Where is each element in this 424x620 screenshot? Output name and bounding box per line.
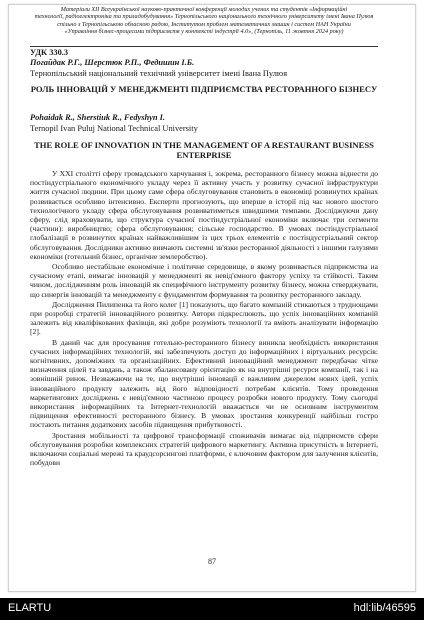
authors-ua: Погайдак Р.Г., Шерстюк Р.П., Федишин І.Б. <box>30 58 195 67</box>
conference-header <box>30 6 378 36</box>
header-line: спільно з Тернопільською обласною радою, Інститутом проблем математичних машин і систем НАН України <box>57 20 351 28</box>
repository-footer-bar <box>0 598 424 620</box>
header-line: технології, радіоелектроніка та приладобудування» Тернопільського національного технічного університету імені Івана Пулюя <box>34 13 374 21</box>
title-ua: РОЛЬ ІННОВАЦІЙ У МЕНЕДЖМЕНТІ ПІДПРИЄМСТВА РЕСТОРАННОГО БІЗНЕСУ <box>30 84 378 94</box>
body-paragraph: Зростання мобільності та цифрової трансформації споживачів вимагає від підприємств сфери обслуговування розробки комплексних стратегій цифрового маркетингу. Активна присутність в Інтернеті, включаючи соціальні мережі та краудсорсингові платформи, є ключовим фактором для залучення клієнтів, побудови <box>30 430 378 468</box>
body-paragraph: Дослідження Пилипенка та його колег [1] показують, що багато компаній стикаються з труднощами при розробці стратегій інноваційного розвитку. Автори підкреслюють, що успіх інноваційних компаній залежить від кваліфікованих фахівців, які добре розуміють технології та вміють аналізувати інформацію [2]. <box>30 299 378 337</box>
page-number: 87 <box>208 557 216 566</box>
repository-name: ELARTU <box>8 602 52 614</box>
udc-code: УДК 330.3 <box>30 48 69 57</box>
header-divider <box>30 46 378 47</box>
header-line: Матеріали XII Всеукраїнської науково-практичної конференції молодих учених та студентів «Інформаційні <box>60 6 348 13</box>
affiliation-en: Ternopil Ivan Puluj National Technical University <box>30 124 198 133</box>
body-paragraph: Особливо нестабільне економічне і політичне середовище, в якому розвивається підприємства на сучасному етапі, вимагає інновацій у менеджменті як невід'ємного фактору успіху та стійкості. Таким чином, дослідженням роль інновацій як специфічного інструменту розвитку бізнесу, можна стверджувати, що синергія інновацій та менеджменту є фундаментом формування та розвитку ресторанного закладу. <box>30 262 378 299</box>
article-body <box>30 169 378 469</box>
body-paragraph: У XXI столітті сферу громадського харчування і, зокрема, ресторанного бізнесу можна віднести до постіндустріального економічного укладу через її активну участь у розвитку сучасної інфраструктури життя сучасної людини. При цьому саме сфера обслуговування становить в економіці розвинутих країнах розвивається особливо інтенсивно. Експерти прогнозують, що вперше в історії під час нового шостого технологічного укладу сфера обслуговування розвиватиметься швидшими темпами. Досліджуючи дану сферу, слід враховувати, що структура сучасної постіндустріальної економіки включає три сегменти (частини): виробництво; сфера обслуговування; сільське господарство. В умовах постіндустріальної глобалізації в розвинутих країнах найважливішим із цих трьох елементів є постіндустріальний сектор обслуговування. Дослідники активно вивчають системні зв'язки ресторанної діяльності з іншими галузями економіки (готельний бізнес, органічне землеробство). <box>30 169 378 261</box>
title-en: THE ROLE OF INNOVATION IN THE MANAGEMENT OF A RESTAURANT BUSINESS ENTERPRISE <box>34 140 374 160</box>
affiliation-ua: Тернопільський національний технічний університет імені Івана Пулюя <box>30 69 288 78</box>
authors-en: Pohaidak R., Sherstiuk R., Fedyshyn I. <box>30 113 165 122</box>
handle-id: hdl:lib/46595 <box>353 602 416 614</box>
body-paragraph: В даний час для просування готельно-ресторанного бізнесу виникла необхідність використання сучасних інформаційних технологій, які забезпечують доступ до інформаційних і віртуальних ресурсів: когнітивних, допоміжних та організаційних. Ефективний інноваційний менеджмент передбачає чітке визначення цілей та завдань, а також збалансовану орієнтацію як на внутрішні ресурси компанії, так і на зовнішній ринок. Незважаючи на те, що внутрішні інновації є важливим джерелом нових ідей, успіх інноваційного продукту залежить від його відповідності потребам клієнтів. Тому проведення маркетингових досліджень є невід'ємною частиною процесу розробки нового продукту. Тому сьогодні використання інформаційних та Інтернет-технологій вважається чи не основним інструментом підвищення ефективності ресторанного бізнесу. В умовах зростання конкуренції найбільш гостро постають питання додаткових засобів підвищення прибутковості. <box>30 337 378 430</box>
header-line: «Управління бізнес-процесами підприємств у контексті індустрії 4.0», (Тернопіль, 11 жовтня 2024 року) <box>64 28 344 36</box>
